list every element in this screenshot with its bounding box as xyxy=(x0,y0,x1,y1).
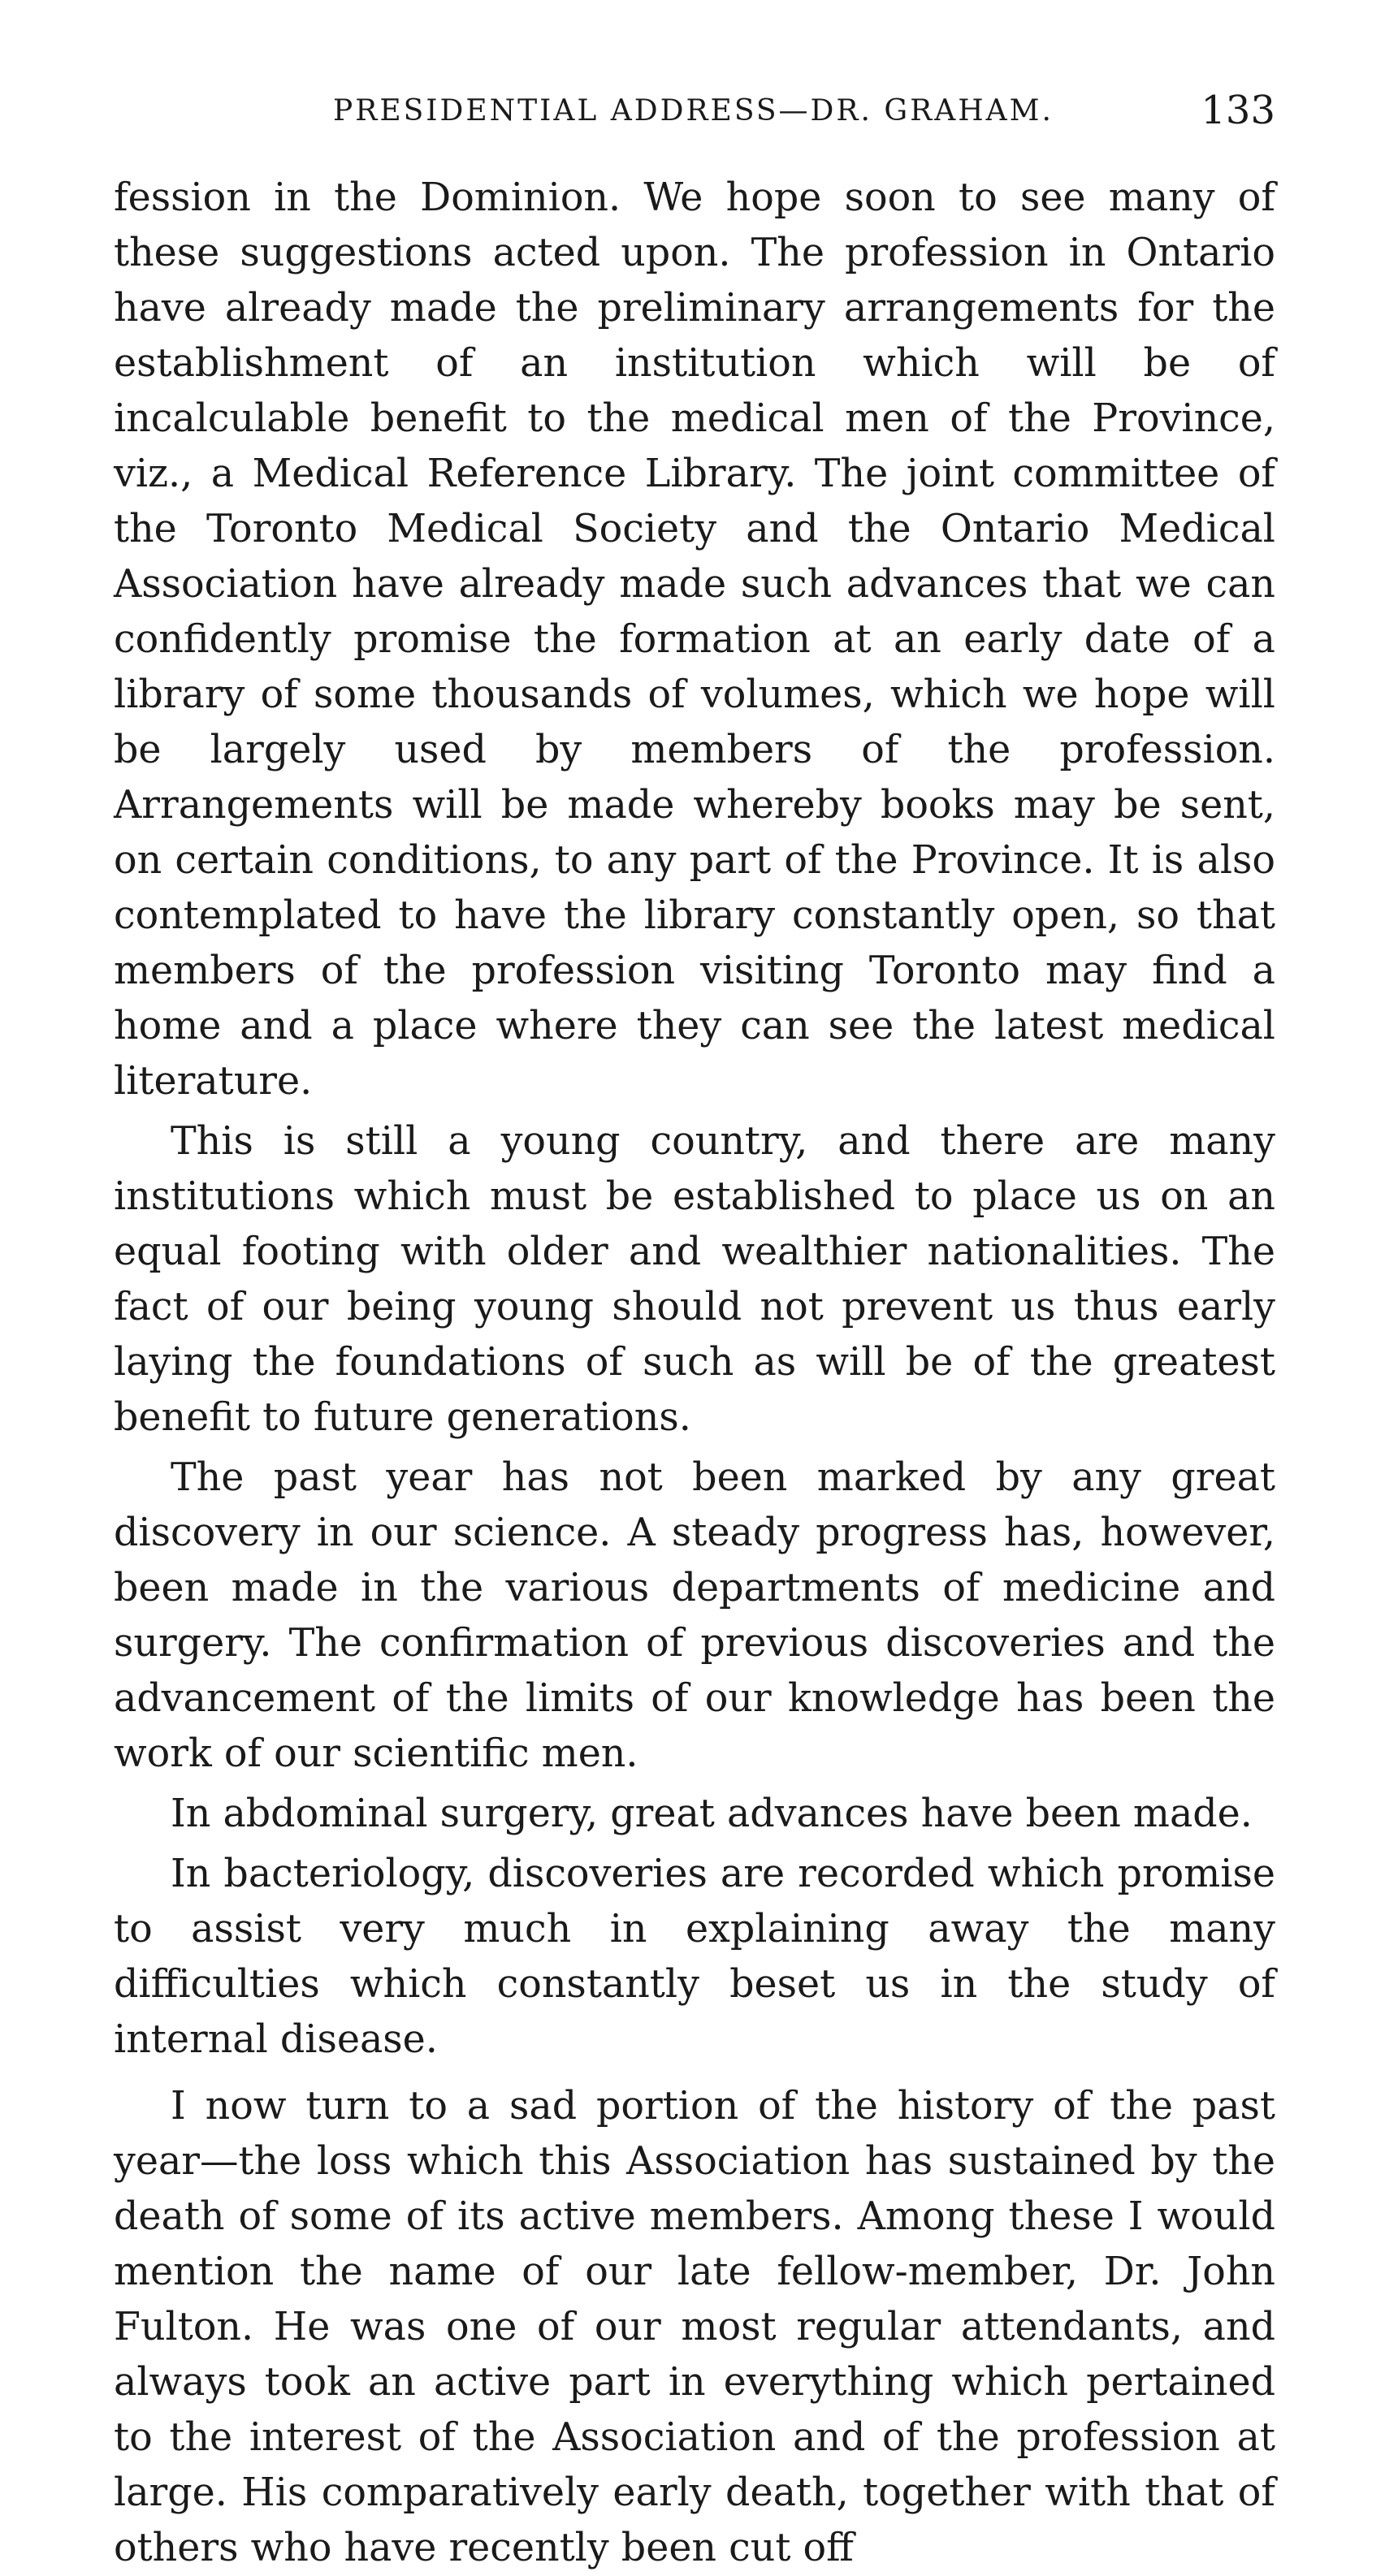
paragraph-past-year: The past year has not been marked by any great discovery in our science. A steady progress has, however, been made in the various departments of medicine and surgery. The confirmation of previous discoveries and the advancement of the limits of our knowledge has been the work of our scientific men. xyxy=(114,1455,1275,1776)
running-head xyxy=(114,88,1275,136)
paragraph-abdominal-surgery: In abdominal surgery, great advances have been made. xyxy=(171,1792,1253,1836)
paragraph-young-country: This is still a young country, and there are many institutions which must be established to place us on an equal footing with older and wealthier nationalities. The fact of our being young should not prevent us thus early laying the foundations of such as will be of the greatest benefit to future generations. xyxy=(114,1119,1275,1440)
page-number: 133 xyxy=(1201,88,1275,133)
paragraph-obituary: I now turn to a sad portion of the history of the past year—the loss which this Association has sustained by the death of some of its active members. Among these I would mention the name of our late fellow-member, Dr. John Fulton. He was one of our most regular attendants, and always took an active part in everything which pertained to the interest of the Association and of the profession at large. His comparatively early death, together with that of others who have recently been cut off xyxy=(114,2084,1275,2570)
body-text xyxy=(114,171,1275,2576)
paragraph-continuation: fession in the Dominion. We hope soon to see many of these suggestions acted upon. The profession in Ontario have already made the preliminary arrangements for the establishment of an institution which will be of incalculable benefit to the medical men of the Province, viz., a Medical Reference Library. The joint committee of the Toronto Medical Society and the Ontario Medical Association have already made such advances that we can confidently promise the formation at an early date of a library of some thousands of volumes, which we hope will be largely used by members of the profession. Arrangements will be made whereby books may be sent, on certain conditions, to any part of the Province. It is also contemplated to have the library constantly open, so that members of the profession visiting Toronto may find a home and a place where they can see the latest medical literature. xyxy=(114,175,1275,1104)
paragraph-bacteriology: In bacteriology, discoveries are recorded which promise to assist very much in explaining away the many difficulties which constantly beset us in the study of internal disease. xyxy=(114,1852,1275,2062)
running-title: PRESIDENTIAL ADDRESS—DR. GRAHAM. xyxy=(333,94,1054,128)
